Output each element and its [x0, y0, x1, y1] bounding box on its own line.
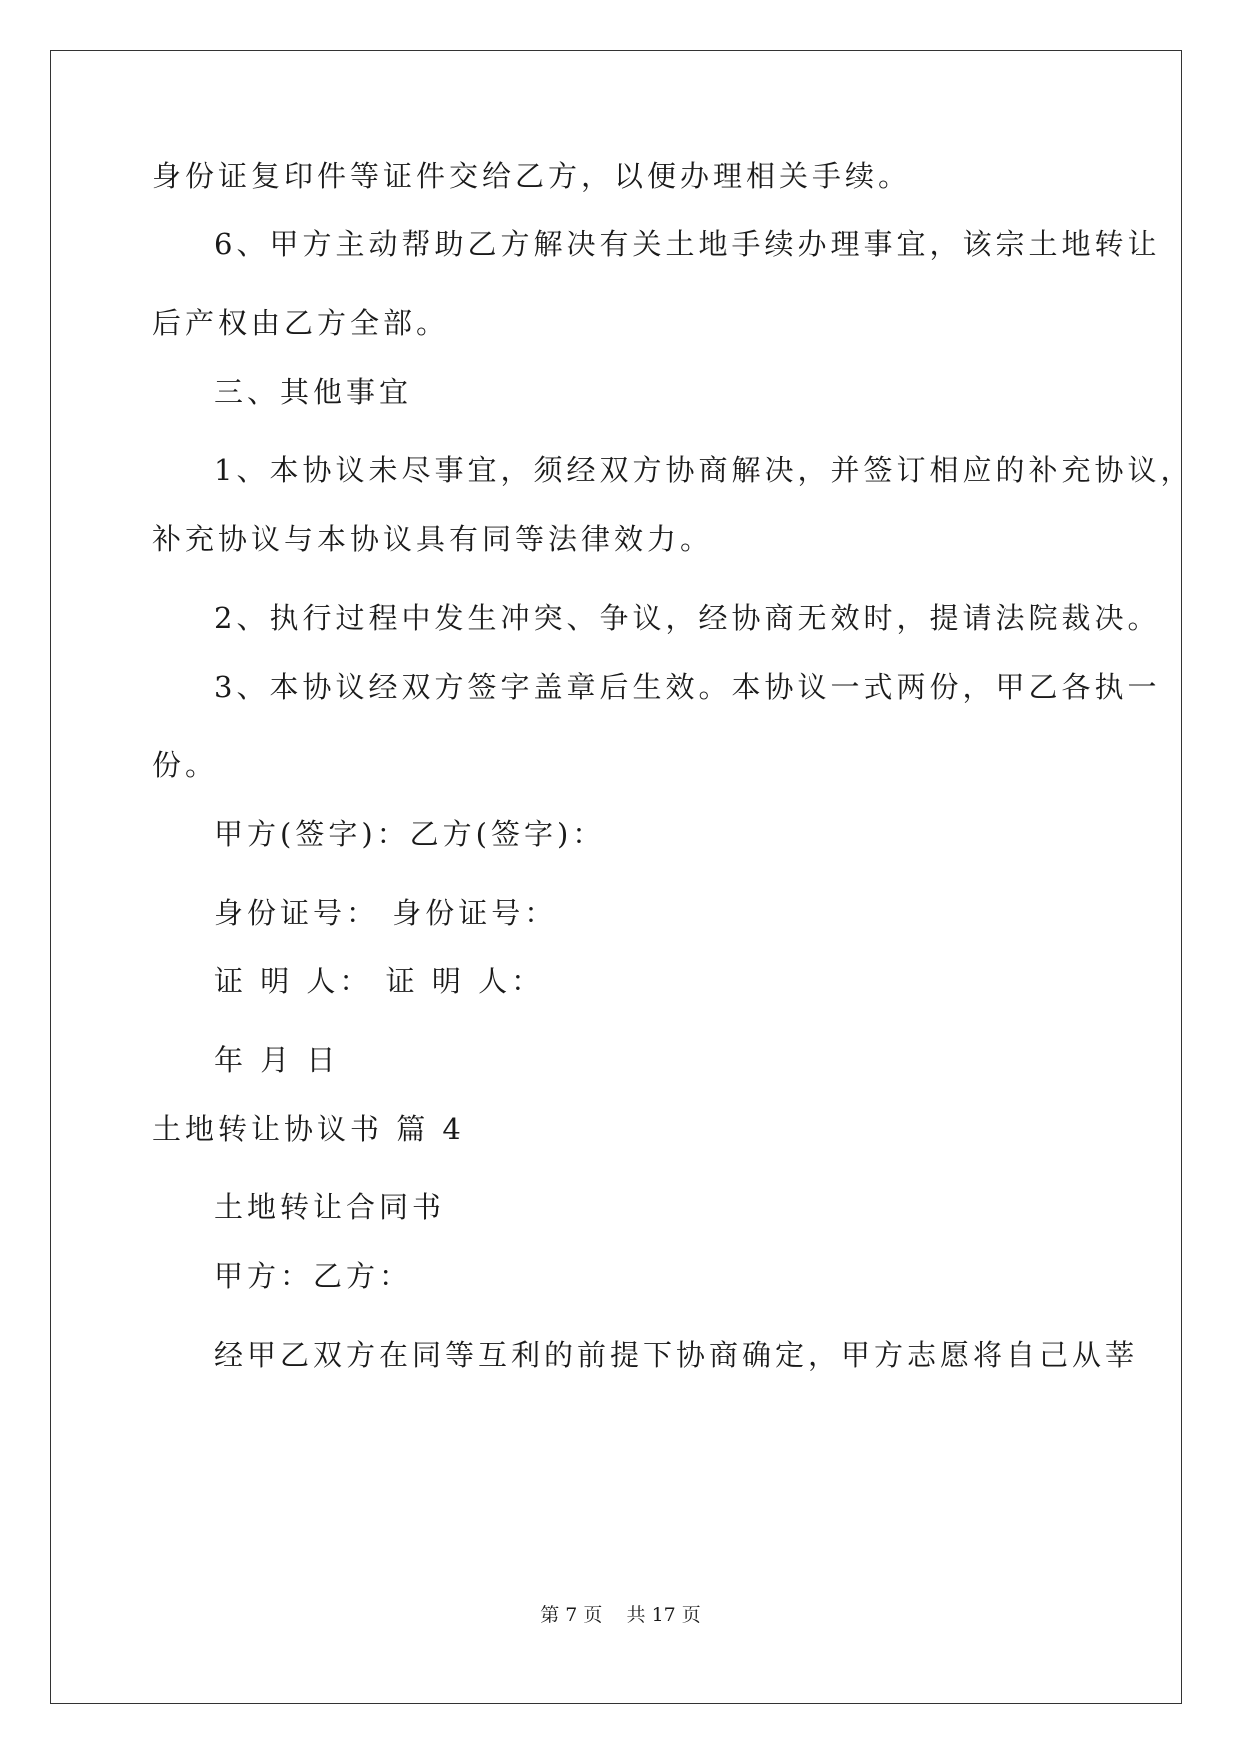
text-line: 后产权由乙方全部。	[152, 306, 450, 340]
article-title: 土地转让协议书 篇 4	[152, 1112, 465, 1146]
text-line: 经甲乙双方在同等互利的前提下协商确定，甲方志愿将自己从莘	[214, 1338, 1139, 1372]
id-number-line: 身份证号： 身份证号：	[214, 896, 558, 930]
text-line: 6、甲方主动帮助乙方解决有关土地手续办理事宜，该宗土地转让	[214, 227, 1161, 261]
parties-line: 甲方：乙方：	[214, 1259, 413, 1293]
text-line: 2、执行过程中发生冲突、争议，经协商无效时，提请法院裁决。	[214, 601, 1161, 635]
text-line: 1、本协议未尽事宜，须经双方协商解决，并签订相应的补充协议，	[214, 453, 1194, 487]
text-line: 3、本协议经双方签字盖章后生效。本协议一式两份，甲乙各执一	[214, 670, 1161, 704]
text-line: 份。	[152, 748, 219, 782]
page-border	[50, 50, 1182, 1704]
witness-line: 证 明 人： 证 明 人：	[214, 964, 545, 998]
section-heading: 三、其他事宜	[214, 375, 413, 409]
page-number: 第 7 页 共 17 页	[540, 1604, 701, 1626]
contract-title: 土地转让合同书	[214, 1190, 446, 1224]
text-line: 补充协议与本协议具有同等法律效力。	[152, 522, 714, 556]
signature-line: 甲方(签字)：乙方(签字)：	[214, 817, 606, 851]
date-line: 年 月 日	[214, 1043, 340, 1077]
text-line: 身份证复印件等证件交给乙方，以便办理相关手续。	[152, 159, 912, 193]
